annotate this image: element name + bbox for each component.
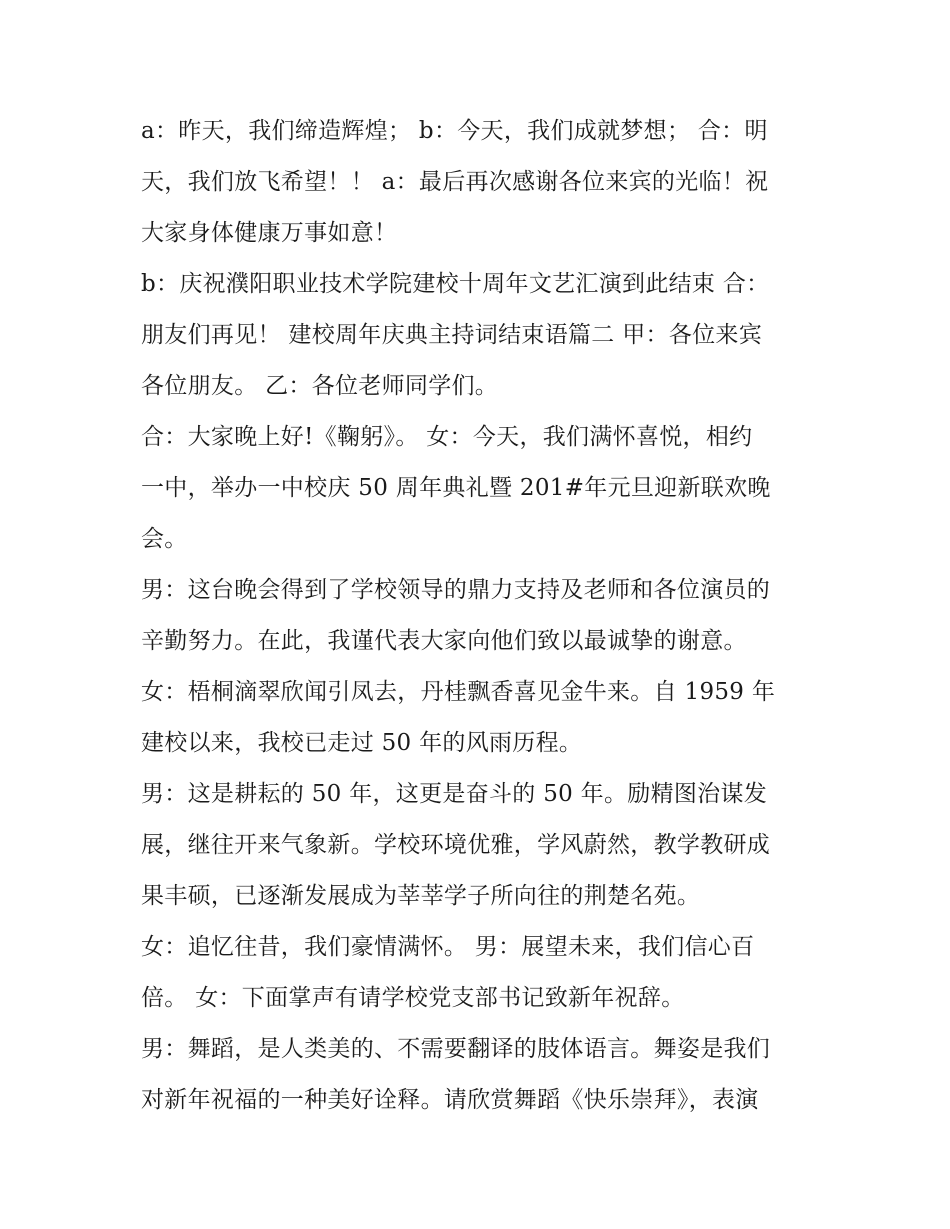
text-line: 各位朋友。 乙：各位老师同学们。 [141,373,499,399]
text-line: 倍。 女：下面掌声有请学校党支部书记致新年祝辞。 [141,985,685,1011]
text-line: b：庆祝濮阳职业技术学院建校十周年文艺汇演到此结束 合： [141,271,770,297]
text-line: 展，继往开来气象新。学校环境优雅，学风蔚然，教学教研成 [141,832,771,858]
text-line: 大家身体健康万事如意！ [141,220,398,246]
text-line: 辛勤努力。在此，我谨代表大家向他们致以最诚挚的谢意。 [141,628,747,654]
text-line: 对新年祝福的一种美好诠释。请欣赏舞蹈《快乐崇拜》，表演 [141,1087,759,1113]
text-line: 朋友们再见！ 建校周年庆典主持词结束语篇二 甲：各位来宾 [141,322,763,348]
text-line: 男：这是耕耘的 50 年，这更是奋斗的 50 年。励精图治谋发 [141,781,768,807]
document-body [141,106,821,1126]
text-line: 会。 [141,526,188,552]
text-line: a：昨天，我们缔造辉煌； b：今天，我们成就梦想； 合：明 [141,118,768,144]
text-line: 男：舞蹈，是人类美的、不需要翻译的肢体语言。舞姿是我们 [141,1036,771,1062]
text-line: 一中，举办一中校庆 50 周年典礼暨 201#年元旦迎新联欢晚 [141,475,771,501]
text-line: 天，我们放飞希望！！ a：最后再次感谢各位来宾的光临！祝 [141,169,769,195]
text-line: 果丰硕，已逐渐发展成为莘莘学子所向往的荆楚名苑。 [141,883,701,909]
text-line: 合：大家晚上好!《鞠躬》。 女：今天，我们满怀喜悦，相约 [141,424,753,450]
text-line: 女：梧桐滴翠欣闻引凤去，丹桂飘香喜见金牛来。自 1959 年 [141,679,776,705]
text-line: 建校以来，我校已走过 50 年的风雨历程。 [141,730,583,756]
text-line: 女：追忆往昔，我们豪情满怀。 男：展望未来，我们信心百 [141,934,755,960]
text-line: 男：这台晚会得到了学校领导的鼎力支持及老师和各位演员的 [141,577,771,603]
